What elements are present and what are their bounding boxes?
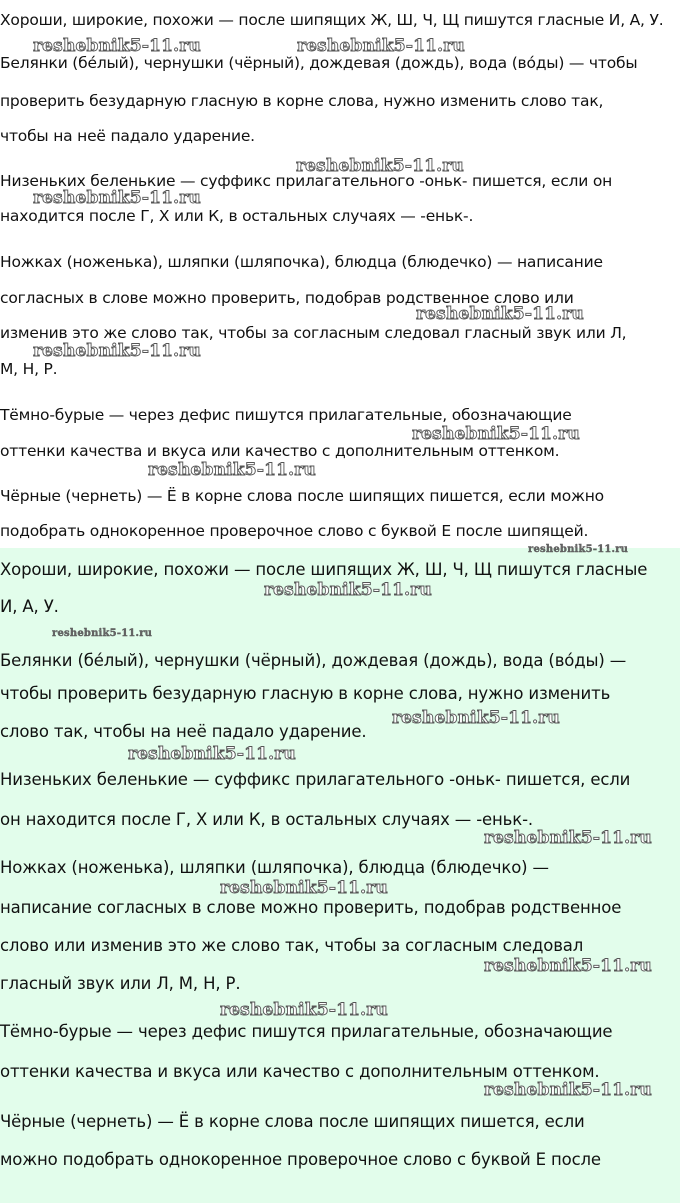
text-line: изменив это же слово так, чтобы за согласным следовал гласный звук или Л,	[0, 324, 627, 342]
answer-block-1	[0, 0, 680, 548]
watermark: reshebnik5-11.ru	[128, 744, 296, 764]
watermark: reshebnik5-11.ru	[484, 956, 652, 976]
text-line: можно подобрать однокоренное проверочное слово с буквой Е после	[0, 1150, 601, 1169]
watermark: reshebnik5-11.ru	[296, 156, 464, 176]
text-line: Белянки (бе́лый), чернушки (чёрный), дождевая (дождь), вода (во́ды) —	[0, 651, 627, 670]
watermark: reshebnik5-11.ru	[416, 304, 584, 324]
watermark: reshebnik5-11.ru	[220, 1000, 388, 1020]
text-line: гласный звук или Л, М, Н, Р.	[0, 974, 241, 993]
watermark: reshebnik5-11.ru	[33, 341, 201, 361]
text-line: Ножках (ноженька), шляпки (шляпочка), блюдца (блюдечко) — написание	[0, 253, 603, 271]
text-line: Ножках (ноженька), шляпки (шляпочка), блюдца (блюдечко) —	[0, 858, 549, 877]
text-line: Чёрные (чернеть) — Ё в корне слова после шипящих пишется, если	[0, 1112, 585, 1131]
text-line: Белянки (бе́лый), чернушки (чёрный), дождевая (дождь), вода (во́ды) — чтобы	[0, 54, 638, 72]
watermark: reshebnik5-11.ru	[392, 708, 560, 728]
watermark: reshebnik5-11.ru	[484, 828, 652, 848]
watermark: reshebnik5-11.ru	[264, 580, 432, 600]
text-line: Низеньких беленькие — суффикс прилагательного -оньк- пишется, если он	[0, 172, 613, 190]
text-line: подобрать однокоренное проверочное слово с буквой Е после шипящей.	[0, 522, 589, 540]
text-line: проверить безударную гласную в корне слова, нужно изменить слово так,	[0, 92, 604, 110]
text-line: написание согласных в слове можно проверить, подобрав родственное	[0, 898, 622, 917]
answer-block-2	[0, 544, 680, 1203]
watermark: reshebnik5-11.ru	[412, 424, 580, 444]
watermark: reshebnik5-11.ru	[148, 460, 316, 480]
text-line: Чёрные (чернеть) — Ё в корне слова после шипящих пишется, если можно	[0, 487, 604, 505]
text-line: слово или изменив это же слово так, чтобы за согласным следовал	[0, 936, 584, 955]
text-line: чтобы на неё падало ударение.	[0, 127, 255, 145]
watermark: reshebnik5-11.ru	[220, 878, 388, 898]
text-line: Хороши, широкие, похожи — после шипящих Ж, Ш, Ч, Щ пишутся гласные	[0, 560, 648, 579]
watermark: reshebnik5-11.ru	[484, 1080, 652, 1100]
watermark: reshebnik5-11.ru	[33, 188, 201, 208]
text-line: оттенки качества и вкуса или качество с дополнительным оттенком.	[0, 1062, 600, 1081]
text-line: Низеньких беленькие — суффикс прилагательного -оньк- пишется, если	[0, 770, 631, 789]
text-line: Хороши, широкие, похожи — после шипящих Ж, Ш, Ч, Щ пишутся гласные И, А, У.	[0, 11, 664, 29]
text-line: слово так, чтобы на неё падало ударение.	[0, 722, 367, 741]
watermark: reshebnik5-11.ru	[297, 36, 465, 56]
text-line: М, Н, Р.	[0, 360, 58, 378]
text-line: Тёмно-бурые — через дефис пишутся прилагательные, обозначающие	[0, 406, 572, 424]
text-line: согласных в слове можно проверить, подобрав родственное слово или	[0, 289, 574, 307]
text-line: находится после Г, Х или К, в остальных случаях — -еньк-.	[0, 207, 474, 225]
watermark: reshebnik5-11.ru	[52, 628, 153, 639]
text-line: Тёмно-бурые — через дефис пишутся прилагательные, обозначающие	[0, 1022, 613, 1041]
text-line: И, А, У.	[0, 597, 59, 616]
watermark: reshebnik5-11.ru	[33, 36, 201, 56]
text-line: он находится после Г, Х или К, в остальных случаях — -еньк-.	[0, 810, 533, 829]
text-line: оттенки качества и вкуса или качество с дополнительным оттенком.	[0, 442, 560, 460]
watermark: reshebnik5-11.ru	[528, 544, 629, 555]
text-line: чтобы проверить безударную гласную в корне слова, нужно изменить	[0, 684, 611, 703]
